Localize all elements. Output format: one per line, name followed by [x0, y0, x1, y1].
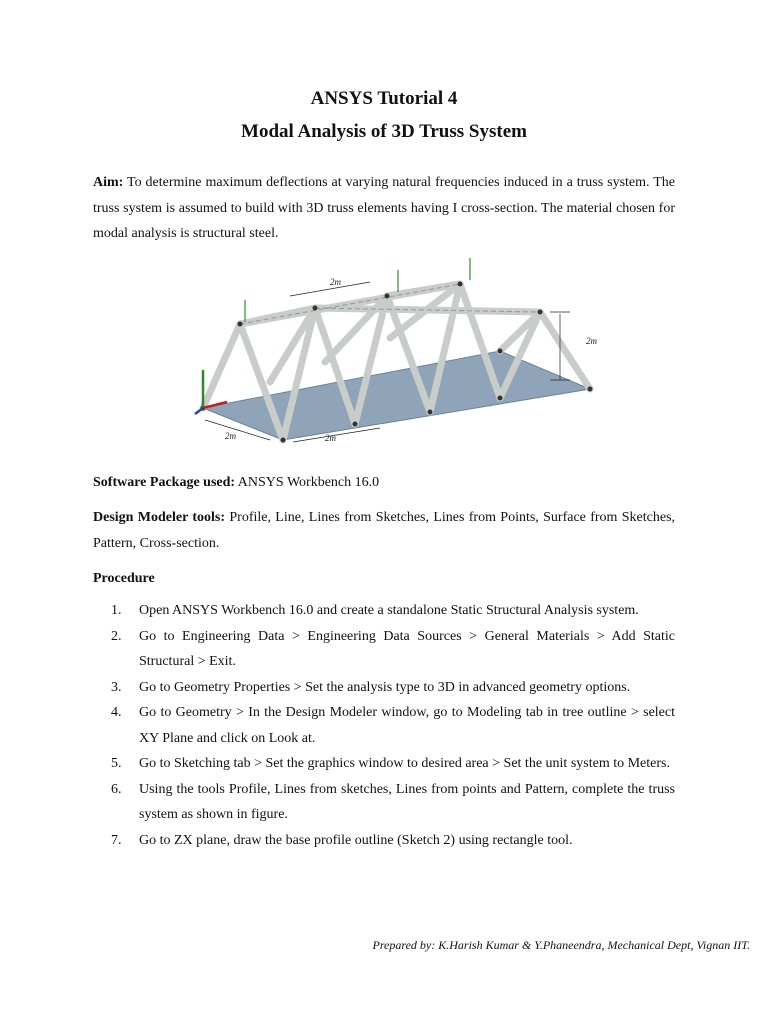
step-number: 4. [111, 705, 122, 720]
software-line [93, 470, 675, 496]
step-text: Go to Geometry > In the Design Modeler window, go to Modeling tab in tree outline > select XY Plane and click on Look at. [139, 705, 675, 746]
procedure-step [93, 751, 675, 777]
step-number: 7. [111, 832, 122, 848]
page-title: ANSYS Tutorial 4 [310, 88, 458, 109]
procedure-step [93, 828, 675, 854]
design-tools-paragraph [93, 505, 675, 556]
page-footer: Prepared by: K.Harish Kumar & Y.Phaneendra, Mechanical Dept, Vignan IIT. [372, 938, 750, 952]
dimension-label-right: 2m [586, 336, 597, 346]
step-text: Using the tools Profile, Lines from sketches, Lines from points and Pattern, complete the truss system as shown in figure. [139, 781, 675, 822]
design-tools-label: Design Modeler tools: [93, 510, 226, 525]
step-text: Open ANSYS Workbench 16.0 and create a standalone Static Structural Analysis system. [139, 603, 639, 618]
software-text: ANSYS Workbench 16.0 [237, 475, 380, 490]
procedure-step [93, 675, 675, 701]
step-number: 6. [111, 781, 122, 797]
step-number: 1. [111, 603, 122, 618]
aim-paragraph [93, 170, 675, 247]
procedure-step [93, 777, 675, 828]
truss-figure [175, 252, 615, 452]
procedure-steps [93, 598, 675, 853]
dimension-label-bottom-mid: 2m [325, 433, 336, 443]
step-number: 3. [111, 679, 122, 695]
aim-text: To determine maximum deflections at varying natural frequencies induced in a truss system. The truss system is assumed to build with 3D truss elements having I cross-section. The material chosen for modal analysis is structural steel. [93, 175, 675, 241]
procedure-step [93, 598, 675, 624]
step-text: Go to Sketching tab > Set the graphics window to desired area > Set the unit system to Meters. [139, 756, 670, 771]
step-text: Go to Geometry Properties > Set the analysis type to 3D in advanced geometry options. [139, 679, 631, 695]
dimension-label-bottom-left: 2m [225, 431, 236, 441]
step-text: Go to ZX plane, draw the base profile outline (Sketch 2) using rectangle tool. [139, 832, 573, 848]
step-number: 2. [111, 628, 122, 644]
base-plate [203, 351, 590, 440]
software-label: Software Package used: [93, 475, 236, 490]
procedure-step [93, 700, 675, 751]
step-number: 5. [111, 756, 122, 771]
procedure-step [93, 624, 675, 675]
step-text: Go to Engineering Data > Engineering Data Sources > General Materials > Add Static Structural > Exit. [139, 628, 675, 669]
procedure-heading: Procedure [93, 571, 155, 586]
page-subtitle: Modal Analysis of 3D Truss System [241, 121, 527, 142]
design-tools-text: Profile, Line, Lines from Sketches, Lines from Points, Surface from Sketches, Pattern, Cross-section. [93, 510, 676, 551]
aim-label: Aim: [93, 175, 124, 190]
dimension-label-top: 2m [330, 277, 341, 287]
